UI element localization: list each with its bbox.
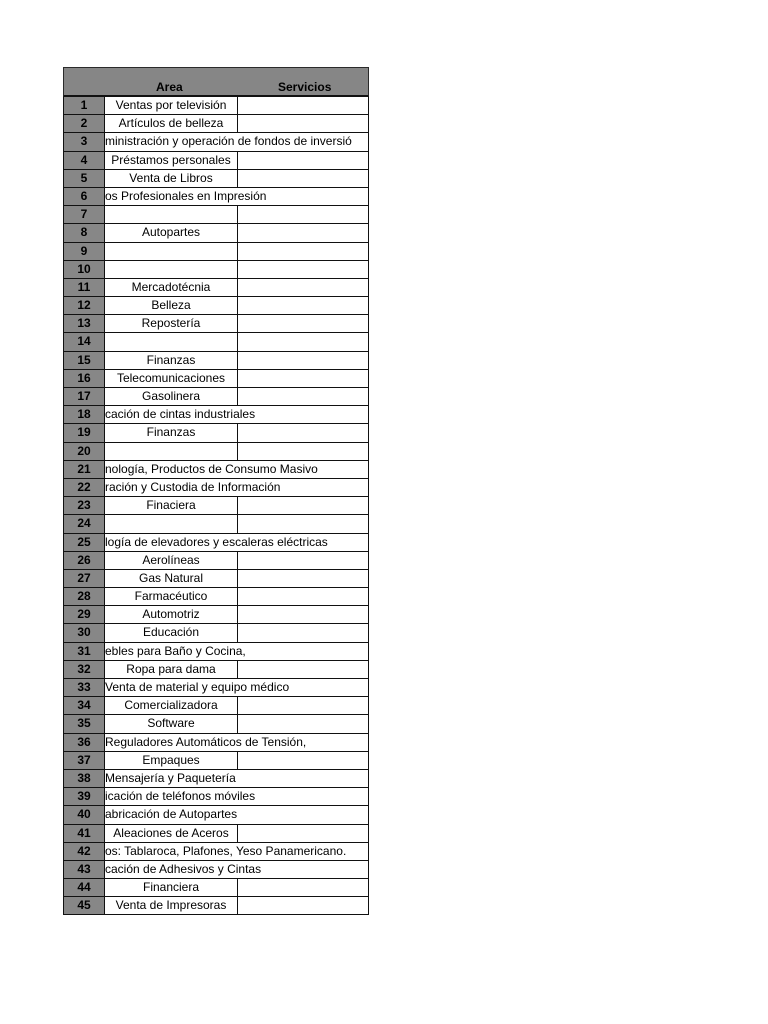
- services-cell[interactable]: [238, 315, 368, 332]
- row-number-cell[interactable]: 8: [64, 224, 105, 241]
- row-number-cell[interactable]: 12: [64, 297, 105, 314]
- table-row: [64, 279, 368, 297]
- table-row: [64, 224, 368, 242]
- services-cell[interactable]: [238, 388, 368, 405]
- area-cell[interactable]: Gas Natural: [105, 570, 238, 587]
- table-row: [64, 515, 368, 533]
- row-number-cell[interactable]: 5: [64, 170, 105, 187]
- row-number-cell[interactable]: 11: [64, 279, 105, 296]
- area-cell[interactable]: Empaques: [105, 752, 238, 769]
- table-row: [64, 333, 368, 351]
- services-cell[interactable]: [238, 570, 368, 587]
- services-cell[interactable]: [238, 515, 368, 532]
- table-row: [64, 861, 368, 879]
- table-row: [64, 624, 368, 642]
- services-cell[interactable]: [238, 897, 368, 914]
- row-number-cell[interactable]: 28: [64, 588, 105, 605]
- area-cell[interactable]: ministración y operación de fondos de inversió: [105, 134, 352, 149]
- area-cell[interactable]: os Profesionales en Impresión: [105, 188, 267, 203]
- area-cell[interactable]: [105, 243, 238, 260]
- table-row: [64, 770, 368, 788]
- row-number-cell[interactable]: 1: [64, 97, 105, 114]
- row-number-cell[interactable]: 39: [64, 788, 105, 805]
- row-number-cell[interactable]: 30: [64, 624, 105, 641]
- area-cell[interactable]: ebles para Baño y Cocina,: [105, 643, 246, 658]
- area-cell[interactable]: [105, 333, 238, 350]
- table-row: [64, 534, 368, 552]
- services-cell[interactable]: [238, 333, 368, 350]
- area-cell[interactable]: [105, 261, 238, 278]
- services-cell[interactable]: [238, 352, 368, 369]
- row-number-cell[interactable]: 9: [64, 243, 105, 260]
- area-cell[interactable]: Gasolinera: [105, 388, 238, 405]
- row-number-cell[interactable]: 43: [64, 861, 105, 878]
- column-header-area[interactable]: Area: [156, 80, 183, 94]
- area-cell[interactable]: Comercializadora: [105, 697, 238, 714]
- area-cell[interactable]: Finanzas: [105, 424, 238, 441]
- table-row: [64, 443, 368, 461]
- table-row: [64, 388, 368, 406]
- area-cell[interactable]: Autopartes: [105, 224, 238, 241]
- table-row: [64, 715, 368, 733]
- services-cell[interactable]: [238, 424, 368, 441]
- row-number-cell[interactable]: 22: [64, 479, 105, 496]
- row-number-cell[interactable]: 2: [64, 115, 105, 132]
- row-number-cell[interactable]: 18: [64, 406, 105, 423]
- services-cell[interactable]: [238, 152, 368, 169]
- services-cell[interactable]: [238, 661, 368, 678]
- services-cell[interactable]: [238, 588, 368, 605]
- services-cell[interactable]: [238, 297, 368, 314]
- services-cell[interactable]: [238, 279, 368, 296]
- area-cell[interactable]: Educación: [105, 624, 238, 641]
- services-cell[interactable]: [238, 443, 368, 460]
- table-row: [64, 806, 368, 824]
- row-number-cell[interactable]: 44: [64, 879, 105, 896]
- services-cell[interactable]: [238, 370, 368, 387]
- table-row: [64, 479, 368, 497]
- area-cell[interactable]: Artículos de belleza: [105, 115, 238, 132]
- table-row: [64, 461, 368, 479]
- area-cell[interactable]: Mensajería y Paquetería: [105, 770, 236, 785]
- table-row: [64, 152, 368, 170]
- services-cell[interactable]: [238, 206, 368, 223]
- row-number-cell[interactable]: 32: [64, 661, 105, 678]
- table-row: [64, 497, 368, 515]
- table-row: [64, 897, 368, 915]
- table-row: [64, 752, 368, 770]
- services-cell[interactable]: [238, 879, 368, 896]
- row-number-cell[interactable]: 3: [64, 133, 105, 150]
- table-row: [64, 243, 368, 261]
- row-number-cell[interactable]: 41: [64, 825, 105, 842]
- row-number-cell[interactable]: 6: [64, 188, 105, 205]
- area-cell[interactable]: ración y Custodia de Información: [105, 479, 281, 494]
- table-row: [64, 843, 368, 861]
- area-cell[interactable]: cación de Adhesivos y Cintas: [105, 861, 262, 876]
- services-cell[interactable]: [238, 715, 368, 732]
- area-cell[interactable]: Farmacéutico: [105, 588, 238, 605]
- area-cell[interactable]: Venta de material y equipo médico: [105, 680, 290, 694]
- services-cell[interactable]: [238, 752, 368, 769]
- row-number-cell[interactable]: 38: [64, 770, 105, 787]
- table-row: [64, 406, 368, 424]
- services-cell[interactable]: [238, 606, 368, 623]
- services-cell[interactable]: [238, 697, 368, 714]
- area-cell[interactable]: Ropa para dama: [105, 661, 238, 678]
- table-row: [64, 188, 368, 206]
- table-row: [64, 825, 368, 843]
- area-cell[interactable]: [105, 515, 238, 532]
- table-body: [63, 97, 369, 915]
- row-number-cell[interactable]: 29: [64, 606, 105, 623]
- column-header-services[interactable]: Servicios: [278, 80, 332, 94]
- table-row: [64, 115, 368, 133]
- table-row: [64, 133, 368, 151]
- table-row: [64, 879, 368, 897]
- area-cell[interactable]: Finaciera: [105, 497, 238, 514]
- area-cell[interactable]: Belleza: [105, 297, 238, 314]
- services-cell[interactable]: [238, 624, 368, 641]
- area-cell[interactable]: Financiera: [105, 879, 238, 896]
- area-cell[interactable]: logía de elevadores y escaleras eléctricas: [105, 534, 328, 549]
- area-cell[interactable]: Mercadotécnia: [105, 279, 238, 296]
- services-cell[interactable]: [238, 497, 368, 514]
- row-number-cell[interactable]: 34: [64, 697, 105, 714]
- row-number-cell[interactable]: 27: [64, 570, 105, 587]
- table-row: [64, 170, 368, 188]
- area-cell[interactable]: Software: [105, 715, 238, 732]
- area-cell[interactable]: Venta de Libros: [105, 170, 238, 187]
- table-row: [64, 679, 368, 697]
- area-cell[interactable]: Ventas por televisión: [105, 97, 238, 114]
- area-cell[interactable]: Automotriz: [105, 606, 238, 623]
- table-row: [64, 643, 368, 661]
- area-cell[interactable]: Repostería: [105, 315, 238, 332]
- table-row: [64, 697, 368, 715]
- services-cell[interactable]: [238, 825, 368, 842]
- row-number-cell[interactable]: 31: [64, 643, 105, 660]
- table-row: [64, 552, 368, 570]
- table-row: [64, 588, 368, 606]
- table-row: [64, 606, 368, 624]
- services-cell[interactable]: [238, 552, 368, 569]
- row-number-cell[interactable]: 35: [64, 715, 105, 732]
- area-cell[interactable]: Aleaciones de Aceros: [105, 825, 238, 842]
- row-number-cell[interactable]: 17: [64, 388, 105, 405]
- table-row: [64, 570, 368, 588]
- row-number-cell[interactable]: 15: [64, 352, 105, 369]
- area-cell[interactable]: Aerolíneas: [105, 552, 238, 569]
- area-cell[interactable]: [105, 206, 238, 223]
- row-number-cell[interactable]: 20: [64, 443, 105, 460]
- row-number-cell[interactable]: 10: [64, 261, 105, 278]
- row-number-cell[interactable]: 40: [64, 806, 105, 823]
- row-number-cell[interactable]: 16: [64, 370, 105, 387]
- area-cell[interactable]: abricación de Autopartes: [105, 807, 238, 822]
- table-row: [64, 424, 368, 442]
- table-row: [64, 734, 368, 752]
- row-number-cell[interactable]: 42: [64, 843, 105, 860]
- row-number-cell[interactable]: 7: [64, 206, 105, 223]
- services-cell[interactable]: [238, 115, 368, 132]
- area-cell[interactable]: [105, 443, 238, 460]
- area-cell[interactable]: Finanzas: [105, 352, 238, 369]
- row-number-cell[interactable]: 21: [64, 461, 105, 478]
- table-row: [64, 261, 368, 279]
- area-cell[interactable]: icación de teléfonos móviles: [105, 789, 256, 804]
- row-number-cell[interactable]: 4: [64, 152, 105, 169]
- spreadsheet-table: [63, 67, 369, 915]
- row-number-cell[interactable]: 25: [64, 534, 105, 551]
- table-row: [64, 661, 368, 679]
- area-cell[interactable]: Préstamos personales: [105, 152, 238, 169]
- table-row: [64, 788, 368, 806]
- area-cell[interactable]: Telecomunicaciones: [105, 370, 238, 387]
- row-number-cell[interactable]: 14: [64, 333, 105, 350]
- row-number-cell[interactable]: 45: [64, 897, 105, 914]
- row-number-cell[interactable]: 36: [64, 734, 105, 751]
- area-cell[interactable]: Reguladores Automáticos de Tensión,: [105, 734, 307, 749]
- area-cell[interactable]: nología, Productos de Consumo Masivo: [105, 461, 318, 476]
- services-cell[interactable]: [238, 243, 368, 260]
- table-row: [64, 352, 368, 370]
- table-row: [64, 315, 368, 333]
- area-cell[interactable]: cación de cintas industriales: [105, 407, 256, 422]
- row-number-cell[interactable]: 19: [64, 424, 105, 441]
- table-row: [64, 370, 368, 388]
- row-number-cell[interactable]: 24: [64, 515, 105, 532]
- header-row: [63, 67, 369, 97]
- row-number-cell[interactable]: 37: [64, 752, 105, 769]
- services-cell[interactable]: [238, 261, 368, 278]
- services-cell[interactable]: [238, 97, 368, 114]
- table-row: [64, 297, 368, 315]
- row-number-cell[interactable]: 13: [64, 315, 105, 332]
- table-row: [64, 97, 368, 115]
- table-row: [64, 206, 368, 224]
- row-number-cell[interactable]: 33: [64, 679, 105, 696]
- services-cell[interactable]: [238, 224, 368, 241]
- row-number-cell[interactable]: 23: [64, 497, 105, 514]
- area-cell[interactable]: Venta de Impresoras: [105, 897, 238, 914]
- services-cell[interactable]: [238, 170, 368, 187]
- row-number-cell[interactable]: 26: [64, 552, 105, 569]
- area-cell[interactable]: os: Tablaroca, Plafones, Yeso Panamericano.: [105, 843, 347, 858]
